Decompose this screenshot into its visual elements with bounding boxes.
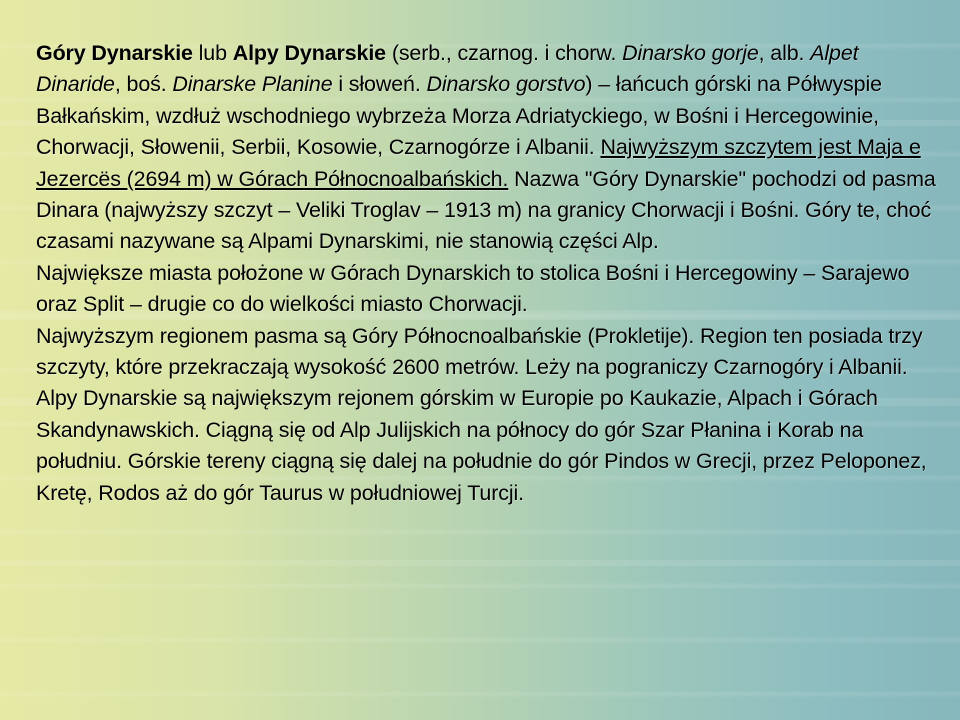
text-run: (serb., czarnog. i chorw. [386,41,623,65]
text-run: , alb. [758,41,811,65]
text-run: i słoweń. [332,72,427,97]
text-run: , boś. [114,72,173,97]
highest-peak-link[interactable]: Najwyższym szczytem jest Maja e Jezercës (2694 m) w Górach Północnoalbańskich. [36,135,921,191]
term-alpy-dynarskie: Alpy Dynarskie [232,41,386,65]
paragraph-regions: Najwyższym regionem pasma są Góry Północnoalbańskie (Prokletije). Region ten posiada trzy szczyty, które przekraczają wysokość 2600 metrów. Leży na pograniczy Czarnogóry i Albanii. Alpy Dynarskie są największym rejonem górskim w Europie po Kaukazie, Alpach i Górach Skandynawskich. Ciągną się od Alp Julijskich na północy do gór Szar Płanina i Korab na południu. Górskie tereny ciągną się dalej na południe do gór Pindos w Grecji, przez Peloponez, Kretę, Rodos aż do gór Taurus w południowej Turcji. [36,323,927,505]
term-gory-dynarskie: Góry Dynarskie [36,41,193,65]
slide-content [36,38,936,688]
term-dinarske-planine: Dinarske Planine [172,72,333,97]
text-run: Nazwa "Góry Dynarskie" pochodzi od pasma Dinara (najwyższy szczyt – Veliki Troglav – 1913 m) na granicy Chorwacji i Bośni. Góry te, choć czasami nazywane są Alpami Dynarskimi, nie stanowią części Alp. [36,166,936,254]
text-run: lub [192,41,233,65]
paragraph-intro [36,38,936,258]
term-alpet-dinaride: Alpet Dinaride [36,41,859,97]
paragraph-cities: Największe miasta położone w Górach Dynarskich to stolica Bośni i Hercegowiny – Sarajewo oraz Split – drugie co do wielkości miasto Chorwacji. [36,260,910,317]
term-dinarsko-gorje: Dinarsko gorje [622,41,759,65]
term-dinarsko-gorstvo: Dinarsko gorstvo [426,72,586,97]
text-run: ) – łańcuch górski na Półwyspie Bałkańskim, wzdłuż wschodniego wybrzeża Morza Adriatyckiego, w Bośni i Hercegowinie, Chorwacji, Słowenii, Serbii, Kosowie, Czarnogórze i Albanii. [36,72,882,160]
